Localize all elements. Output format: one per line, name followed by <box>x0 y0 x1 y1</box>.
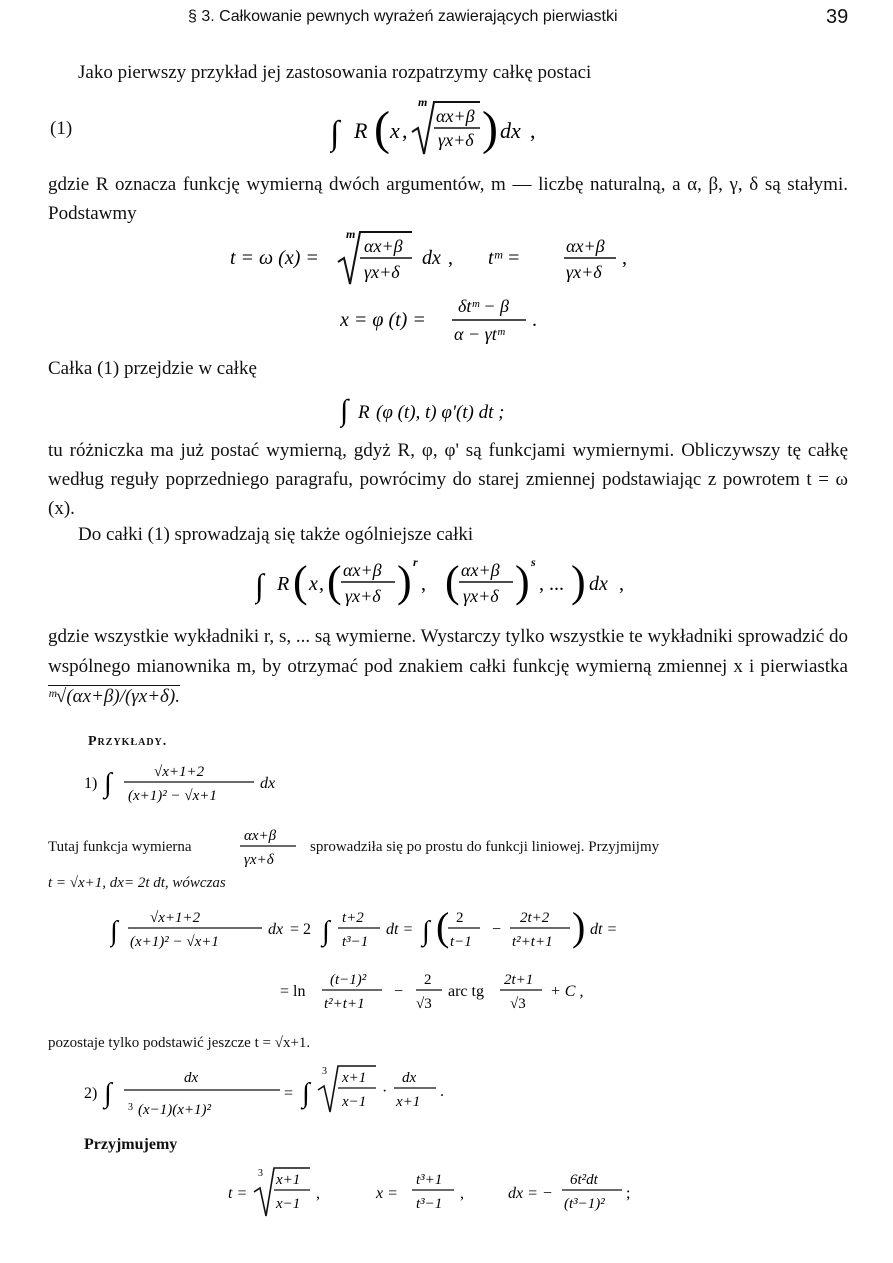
eqg-comma2: , <box>421 573 426 595</box>
paren-close: ) <box>482 102 498 155</box>
integral-sign: ∫ <box>340 394 349 427</box>
equation-substitution-1 <box>230 226 650 290</box>
e2s-den: (t³−1)² <box>564 1196 605 1212</box>
phi-num: δtᵐ − β <box>458 296 509 316</box>
example-2-integral <box>84 1060 504 1130</box>
e2-dx: dx <box>184 1070 199 1086</box>
eqg-num2: αx+β <box>461 560 500 580</box>
e2-period: . <box>440 1083 444 1100</box>
c1-eq2: = 2 <box>290 921 312 938</box>
phi-lhs: x = φ (t) = <box>340 309 426 331</box>
integral-sign: ∫ <box>302 1078 310 1109</box>
c1-2t2: 2t+2 <box>520 910 550 926</box>
integral-sign: ∫ <box>255 567 264 603</box>
equation-1 <box>330 92 590 172</box>
c1-den: (x+1)² − √x+1 <box>130 934 219 950</box>
ex1-num: √x+1+2 <box>154 764 205 780</box>
eqg-trail: , <box>619 573 624 595</box>
eqt-R: R <box>358 402 370 423</box>
paren-open: ( <box>374 102 390 155</box>
integral-sign: ∫ <box>104 1078 112 1109</box>
c1-num: √x+1+2 <box>150 910 201 926</box>
integral-sign: ∫ <box>330 115 340 152</box>
eq1-den: γx+δ <box>438 130 474 150</box>
paren-open: ( <box>293 557 308 606</box>
c2-plusC: + C , <box>550 983 584 1000</box>
sub1b-comma: , <box>622 247 627 269</box>
eqg-den2: γx+δ <box>463 586 499 606</box>
c1-two: 2 <box>456 910 464 926</box>
paren-close3: ) <box>515 557 530 606</box>
c1-tp2: t+2 <box>342 910 364 926</box>
paren-close: ) <box>572 904 586 949</box>
omega-lhs: t = ω (x) = <box>230 247 319 269</box>
paragraph-intro: Jako pierwszy przykład jej zastosowania rozpatrzymy całkę postaci <box>78 62 592 83</box>
e2-root-index: 3 <box>128 1102 133 1113</box>
e2s-comma1: , <box>316 1185 320 1202</box>
e2-cdot: · <box>382 1083 388 1100</box>
paren-open2: ( <box>327 557 342 606</box>
integral-sign: ∫ <box>110 916 118 947</box>
e2-x1: x+1 <box>342 1070 367 1086</box>
ex1f-num: αx+β <box>244 828 277 844</box>
c1-minus: − <box>492 921 502 938</box>
e2s-semicolon: ; <box>626 1185 631 1202</box>
equation-number-1: (1) <box>50 118 73 139</box>
ex1-den: (x+1)² − √x+1 <box>128 788 217 804</box>
ex1f-den: γx+δ <box>244 852 274 868</box>
equation-substitution-2 <box>340 292 580 348</box>
eqg-num1: αx+β <box>343 560 382 580</box>
eqg-comma1: , <box>319 573 324 595</box>
c2-arctg: arc tg <box>448 983 484 1000</box>
ex1-fraction <box>234 824 304 872</box>
e2s-xm1: x−1 <box>276 1196 301 1212</box>
paren-open3: ( <box>445 557 460 606</box>
page-number: 39 <box>826 6 849 28</box>
e2s-t3p1: t³+1 <box>416 1172 443 1188</box>
paragraph-transform: Całka (1) przejdzie w całkę <box>48 358 257 379</box>
exp-s: s <box>531 555 536 569</box>
c1-dx: dx <box>268 921 284 938</box>
sub1-dx: dx <box>422 247 441 269</box>
e2-x1b: x+1 <box>396 1094 421 1110</box>
paragraph-exponents <box>48 622 848 712</box>
paragraph-exponents-text: gdzie wszystkie wykładniki r, s, ... są wymierne. Wystarczy tylko wszystkie te wykładniki sprowadzić do wspólnego mianownika m, by otrzymać pod znakiem całki funkcję wymierną zmiennej x i pierwiastka <box>48 626 848 677</box>
c2-num2: 2t+1 <box>504 972 534 988</box>
eqg-den1: γx+δ <box>345 586 381 606</box>
ex1-substitution: t = √x+1, dx= 2t dt, wówczas <box>48 875 226 891</box>
e2s-dxeq: dx = − <box>508 1185 553 1202</box>
example-1-calc-line2 <box>280 966 660 1022</box>
example-2-label: 2) <box>84 1085 98 1102</box>
tm-lhs: tᵐ = <box>488 247 521 269</box>
paren-open: ( <box>436 904 450 949</box>
integral-sign: ∫ <box>104 768 112 799</box>
example-1-calc-line1 <box>110 900 710 960</box>
c2-two: 2 <box>424 972 432 988</box>
paragraph-general: Do całki (1) sprowadzają się także ogólniejsze całki <box>78 524 474 545</box>
equation-general <box>255 552 675 622</box>
example-2-substitution <box>228 1164 688 1228</box>
equation-transformed <box>340 390 580 434</box>
phi-period: . <box>532 309 537 331</box>
running-header <box>0 6 893 30</box>
c2-ln: = ln <box>280 983 306 1000</box>
ex1-dx: dx <box>260 775 276 792</box>
c1-t3m1: t³−1 <box>342 934 369 950</box>
e2-root-index2: 3 <box>322 1066 327 1077</box>
eq1-x: x <box>390 118 400 143</box>
eqg-dx: dx <box>589 573 608 595</box>
e2s-t3m1: t³−1 <box>416 1196 443 1212</box>
e2s-x1: x+1 <box>276 1172 301 1188</box>
e2-xm1: x−1 <box>342 1094 367 1110</box>
eq1-trail: , <box>530 118 536 143</box>
e2s-xeq: x = <box>376 1185 398 1202</box>
c2-sqrt3: √3 <box>416 996 432 1012</box>
examples-heading: Przykłady. <box>88 734 168 749</box>
c2-num1: (t−1)² <box>330 972 367 988</box>
paren-close2: ) <box>397 557 412 606</box>
ex1-final: pozostaje tylko podstawić jeszcze t = √x+1. <box>48 1035 311 1051</box>
root-formula-inline: ᵐ√(αx+β)/(γx+δ). <box>48 686 180 707</box>
eq1-dx: dx <box>500 118 521 143</box>
phi-den: α − γtᵐ <box>454 324 505 344</box>
ex1-text-b: sprowadziła się po prostu do funkcji liniowej. Przyjmijmy <box>310 839 660 855</box>
exp-r: r <box>413 555 418 569</box>
paragraph-rational: tu różniczka ma już postać wymierną, gdyż R, φ, φ' są funkcjami wymiernymi. Obliczywszy tę całkę według reguły poprzedniego paragrafu, powrócimy do starej zmiennej podstawiając z powrotem t = ω (x). <box>48 440 848 519</box>
eqg-x: x <box>309 573 318 595</box>
section-title: § 3. Całkowanie pewnych wyrażeń zawierających pierwiastki <box>188 8 618 25</box>
sub1-den: γx+δ <box>364 262 400 282</box>
c1-dteq2: dt = <box>590 921 618 938</box>
sub1b-den: γx+δ <box>566 262 602 282</box>
root-index-m: m <box>346 227 356 241</box>
sub1-comma: , <box>448 247 453 269</box>
e2s-teq: t = <box>228 1185 248 1202</box>
ex1-text-a: Tutaj funkcja wymierna <box>48 839 192 855</box>
c2-den1: t²+t+1 <box>324 996 365 1012</box>
eqg-R: R <box>277 573 290 595</box>
integral-sign: ∫ <box>322 916 330 947</box>
e2-dx2: dx <box>402 1070 417 1086</box>
eq1-num: αx+β <box>436 106 475 126</box>
sub1b-num: αx+β <box>566 236 605 256</box>
eq1-R: R <box>354 118 368 143</box>
e2-den: (x−1)(x+1)² <box>138 1102 212 1118</box>
eqt-args: (φ (t), t) φ'(t) dt ; <box>376 402 505 423</box>
root-index-m: m <box>418 95 428 109</box>
example-2-adopt-label: Przyjmujemy <box>84 1136 178 1153</box>
example-1-explanation <box>48 824 848 874</box>
example-1-label: 1) <box>84 775 98 792</box>
c2-minus: − <box>394 983 404 1000</box>
c1-dteq: dt = <box>386 921 414 938</box>
c1-t2t1: t²+t+1 <box>512 934 553 950</box>
eq1-comma: , <box>402 118 408 143</box>
paragraph-definition: gdzie R oznacza funkcję wymierną dwóch argumentów, m — liczbę naturalną, a α, β, γ, δ są stałymi. Podstawmy <box>48 174 848 224</box>
eqg-comma3: , <box>539 573 544 595</box>
integral-sign: ∫ <box>422 916 430 947</box>
e2s-num: 6t²dt <box>570 1172 598 1188</box>
eqg-dots: ... <box>549 573 564 595</box>
paren-close: ) <box>571 557 586 606</box>
c1-tm1: t−1 <box>450 934 472 950</box>
c2-sqrt3b: √3 <box>510 996 526 1012</box>
e2-eq: = <box>284 1085 294 1102</box>
example-1-integral <box>84 756 344 812</box>
e2s-root-index: 3 <box>258 1168 263 1179</box>
sub1-num: αx+β <box>364 236 403 256</box>
e2s-comma2: , <box>460 1185 464 1202</box>
